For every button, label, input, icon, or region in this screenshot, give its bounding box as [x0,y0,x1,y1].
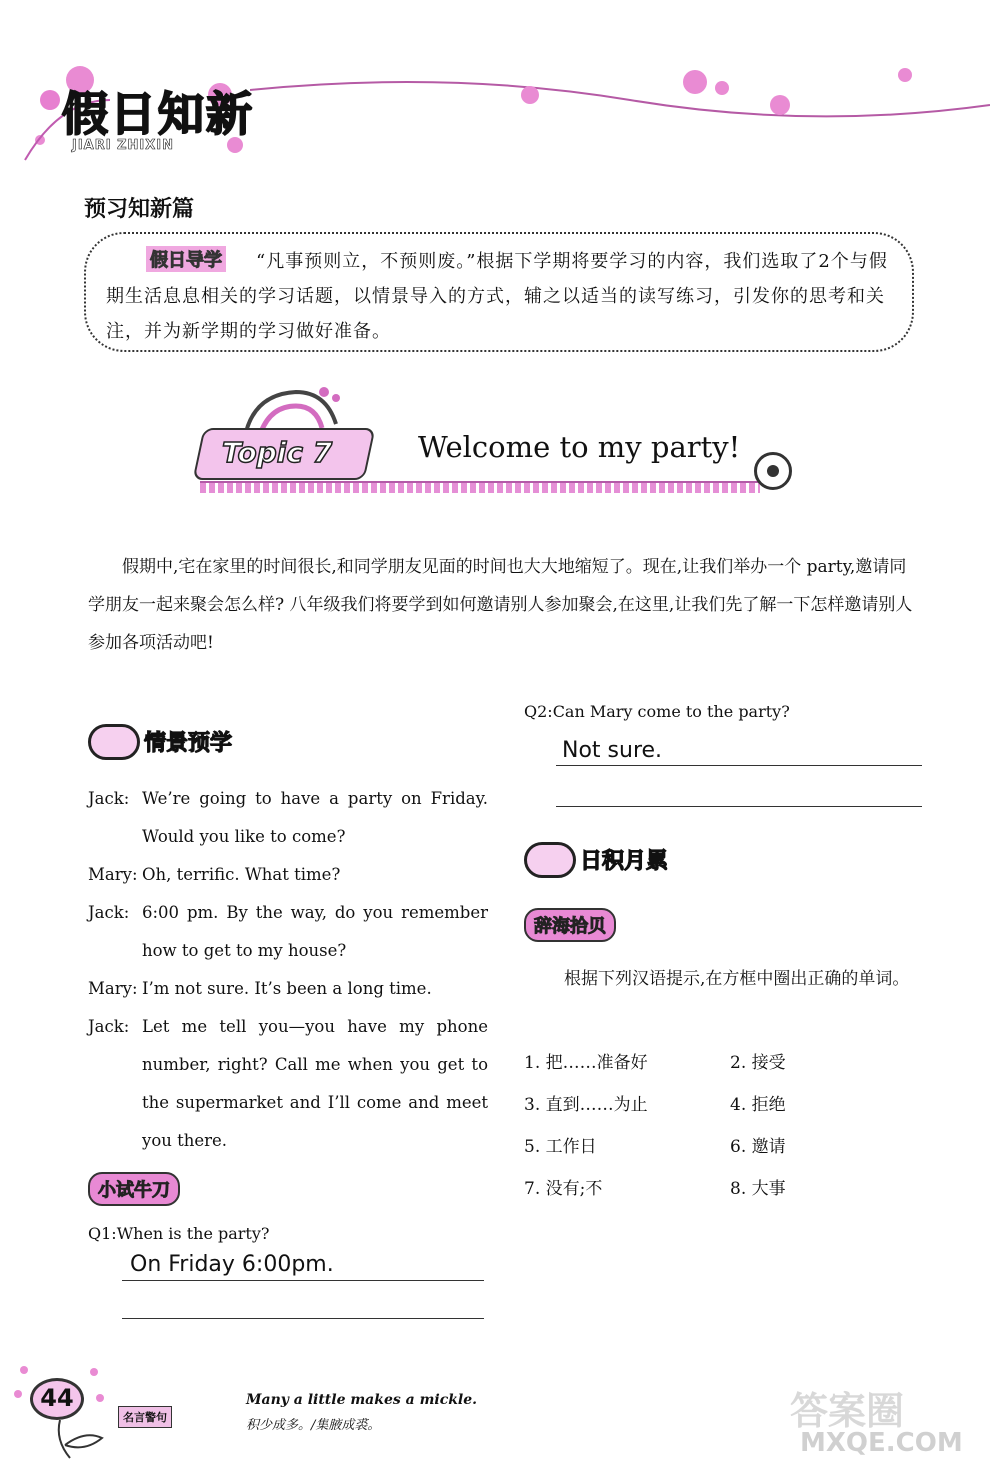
vocab-item: 6. 邀请 [730,1137,786,1157]
vocab-item: 7. 没有;不 [524,1179,603,1199]
dialogue-line [88,894,488,970]
vocab-item: 4. 拒绝 [730,1095,786,1115]
scene-heading-icon [88,724,140,760]
intro-badge: 假日导学 [146,246,226,272]
dialogue-line [88,1008,488,1160]
vocab-item: 3. 直到……为止 [524,1095,648,1115]
quote-english: Many a little makes a mickle. [246,1392,478,1408]
intro-text: “凡事预则立，不预则废。”根据下学期将要学习的内容，我们选取了2个与假期生活息息相关的学习话题，以情景导入的方式，辅之以适当的读写练习，引发你的思考和关注，并为新学期的学习做好准备。 [106,251,888,342]
answer-1-line [122,1280,484,1281]
dialogue [88,780,488,1160]
dialogue-line [88,780,488,856]
vocab-instruction: 根据下列汉语提示,在方框中圈出正确的单词。 [564,969,910,989]
dialogue-line [88,856,488,894]
topic-swirl-icon [236,384,356,434]
quote-badge: 名言警句 [118,1406,172,1428]
page-number: 44 [30,1378,84,1420]
accumulate-heading-icon [524,842,576,878]
line-text: Oh, terrific. What time? [142,865,341,884]
topic-badge: Topic 7 [222,436,333,469]
question-2: Q2:Can Mary come to the party? [524,702,790,721]
topic-underline [200,481,760,493]
answer-2-line-2 [556,806,922,807]
speaker: Mary: [88,865,138,884]
speaker: Jack: [88,1017,130,1036]
scene-heading: 情景预学 [144,731,233,756]
header-swirl [250,60,990,140]
vocab-item: 1. 把……准备好 [524,1053,648,1073]
line-text: 6:00 pm. By the way, do you remember how to get to my house? [142,903,488,960]
accumulate-heading: 日积月累 [580,849,669,874]
line-text: Let me tell you—you have my phone number, right? Call me when you get to the supermarket and I’ll come and meet you there. [142,1017,488,1150]
watermark-url: MXQE.COM [800,1428,963,1458]
answer-2: Not sure. [562,738,663,763]
topic-dot-icon [754,452,792,490]
vocab-badge: 辞海拾贝 [524,908,616,942]
logo-subtitle: JIARI ZHIXIN [72,138,174,153]
vocab-item: 8. 大事 [730,1179,786,1199]
speaker: Mary: [88,979,138,998]
line-text: We’re going to have a party on Friday. Would you like to come? [142,789,488,846]
dialogue-line [88,970,488,1008]
quote-chinese: 积少成多。/集腋成裘。 [246,1418,381,1433]
answer-1: On Friday 6:00pm. [130,1252,334,1277]
speaker: Jack: [88,903,130,922]
practice-badge: 小试牛刀 [88,1172,180,1206]
question-1: Q1:When is the party? [88,1224,270,1243]
vocab-item: 5. 工作日 [524,1137,597,1157]
topic-title: Welcome to my party! [418,430,741,464]
watermark-logo: 答案圈 [790,1389,905,1433]
section-title: 预习知新篇 [84,197,195,222]
line-text: I’m not sure. It’s been a long time. [142,979,432,998]
speaker: Jack: [88,789,130,808]
intro-paragraph: 假期中,宅在家里的时间很长,和同学朋友见面的时间也大大地缩短了。现在,让我们举办一个 party,邀请同学朋友一起来聚会怎么样? 八年级我们将要学到如何邀请别人参加聚会,在这里,让我们先了解一下怎样邀请别人参加各项活动吧! [88,557,913,653]
answer-1-line-2 [122,1318,484,1319]
answer-2-line [556,765,922,766]
logo-title: 假日知新 [62,87,254,141]
vocab-item: 2. 接受 [730,1053,786,1073]
